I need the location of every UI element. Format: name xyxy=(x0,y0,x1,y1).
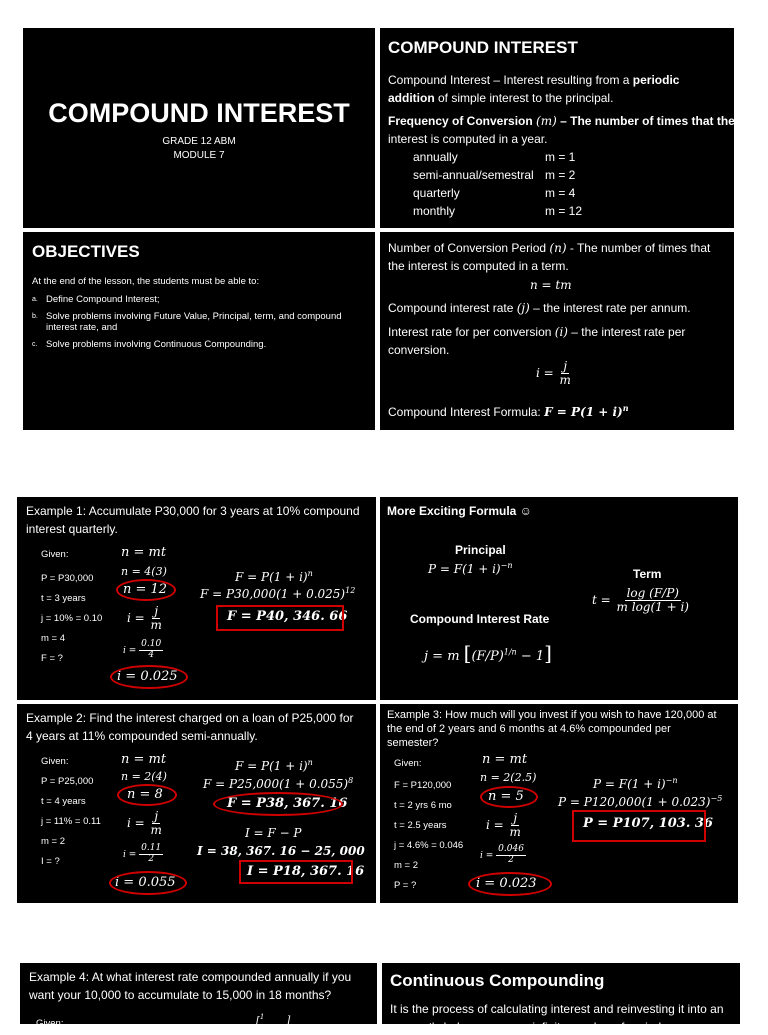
n-eq-1: n = mt xyxy=(121,752,167,767)
f-result: F = P38, 367. 16 xyxy=(227,796,348,811)
slide-definitions xyxy=(380,28,734,228)
f-eq-1 xyxy=(235,758,313,773)
i-lhs: i = xyxy=(486,818,504,833)
cir-label: Compound interest rate xyxy=(388,301,514,315)
given-list xyxy=(394,776,463,896)
term-lhs: t = xyxy=(592,593,611,608)
i-fraction xyxy=(149,810,164,837)
objective-text: Solve problems involving Continuous Compounding. xyxy=(46,339,267,350)
i-lhs: i = xyxy=(480,850,494,861)
given-item: P = P25,000 xyxy=(41,776,94,787)
slide-continuous xyxy=(382,963,740,1034)
more-formula-title: More Exciting Formula ☺ xyxy=(387,504,532,518)
objective-item xyxy=(32,339,342,350)
slide-example-2 xyxy=(17,704,376,903)
f-eq-2 xyxy=(203,776,353,791)
frequency-label: monthly xyxy=(413,204,456,218)
slide-more-formula xyxy=(380,497,738,700)
i-lhs: i = xyxy=(536,366,554,381)
n-eq-1: n = mt xyxy=(482,752,528,767)
n-eq-3: n = 12 xyxy=(123,582,168,597)
slide-rates xyxy=(380,232,734,430)
i-num: 0.10 xyxy=(141,639,162,649)
rate-mid: (F/P) xyxy=(471,649,504,664)
i-lhs: i = xyxy=(127,816,145,831)
interest-result: I = P18, 367. 16 xyxy=(247,864,365,879)
continuous-heading: Continuous Compounding xyxy=(390,971,605,990)
objective-text-cont: interest rate, and xyxy=(46,322,118,333)
objective-text: Solve problems involving Future Value, Principal, term, and compound xyxy=(46,311,342,322)
frequency-text: – The number of times that the xyxy=(556,114,735,128)
frequency-label: annually xyxy=(413,150,458,164)
given-item: t = 2 yrs 6 mo xyxy=(394,800,452,811)
p-eq-2 xyxy=(558,794,722,809)
frequency-line-2: interest is computed in a year. xyxy=(388,132,548,146)
objective-text: Define Compound Interest; xyxy=(46,294,160,305)
i-fraction xyxy=(508,812,523,839)
i-num: 0.11 xyxy=(141,843,162,853)
p-eq-2-text: P = P120,000(1 + 0.023) xyxy=(558,795,711,809)
principal-exp: −n xyxy=(500,561,513,570)
principal-formula-text: P = F(1 + i) xyxy=(428,562,501,576)
p-eq-1-text: P = F(1 + i) xyxy=(593,777,666,791)
example-1-title-2: interest quarterly. xyxy=(26,522,118,536)
frequency-value: m = 2 xyxy=(545,168,576,182)
i-num: j xyxy=(563,359,568,373)
n-eq-1: n = mt xyxy=(121,545,167,560)
frequency-value: m = 4 xyxy=(545,186,576,200)
given-item: m = 2 xyxy=(394,860,419,871)
irc-line-1 xyxy=(388,324,685,340)
i-eq-2 xyxy=(123,844,163,865)
cir-text: – the interest rate per annum. xyxy=(529,301,691,315)
formula-line xyxy=(388,400,629,420)
i-den: 2 xyxy=(508,854,514,865)
f-eq-2 xyxy=(200,586,355,601)
definition-line-1 xyxy=(388,72,679,88)
slide-title-heading: COMPOUND INTEREST xyxy=(48,98,350,128)
frequency-var: (m) xyxy=(536,114,557,128)
example-2-title-2: 4 years at 11% compounded semi-annually. xyxy=(26,729,258,743)
objectives-intro: At the end of the lesson, the students must be able to: xyxy=(32,276,260,287)
frequency-value: m = 12 xyxy=(545,204,583,218)
slide-objectives xyxy=(23,232,375,430)
objectives-list xyxy=(32,294,342,356)
i-fraction xyxy=(496,845,526,866)
grade-label: GRADE 12 ABM xyxy=(162,136,236,147)
rate-exp: 1/n xyxy=(503,647,517,657)
p-eq-1 xyxy=(593,776,677,791)
definition-bold-2: addition xyxy=(388,91,435,105)
interest-eq-1: I = F − P xyxy=(245,826,302,840)
given-label: Given: xyxy=(36,1018,64,1029)
i-eq-1 xyxy=(486,812,523,839)
p-eq-2-exp: −5 xyxy=(710,794,723,803)
i-result: i = 0.023 xyxy=(476,876,537,891)
continuous-text-1: It is the process of calculating interest and reinvesting it into an xyxy=(390,1002,724,1016)
i-result: i = 0.025 xyxy=(117,669,178,684)
example-4-title-2: want your 10,000 to accumulate to 15,000 in 18 months? xyxy=(29,988,332,1002)
i-den: 2 xyxy=(148,853,155,864)
f-eq-2-exp: 12 xyxy=(345,586,356,595)
given-item: t = 3 years xyxy=(41,593,86,604)
i-den: 4 xyxy=(148,649,155,660)
given-item: F = P120,000 xyxy=(394,780,452,791)
definition-tail: of simple interest to the principal. xyxy=(434,91,614,105)
objectives-heading: OBJECTIVES xyxy=(32,242,140,261)
example-4-title-1: Example 4: At what interest rate compounded annually if you xyxy=(29,970,352,984)
definition-bold: periodic xyxy=(632,73,680,87)
definition-text: – Interest resulting from a xyxy=(490,73,633,87)
objective-marker: c. xyxy=(32,341,38,348)
example-3-title-1: Example 3: How much will you invest if you wish to have 120,000 at xyxy=(387,709,717,721)
slide-title xyxy=(23,28,375,228)
i-num: j xyxy=(513,811,518,825)
frequency-value: m = 1 xyxy=(545,150,576,164)
objective-marker: a. xyxy=(32,296,38,303)
term-formula xyxy=(592,587,691,614)
irc-text: – the interest rate per xyxy=(567,325,686,339)
i-lhs: i = xyxy=(127,611,145,626)
f-eq-1-exp: n xyxy=(307,758,313,767)
n-eq-3: n = 5 xyxy=(488,789,524,804)
i-num: j xyxy=(154,809,159,823)
i-fraction xyxy=(149,605,164,632)
slide-example-4 xyxy=(20,963,377,1029)
i-den: m xyxy=(150,823,162,838)
given-item: P = P30,000 xyxy=(41,573,94,584)
rate-formula: j = m $[(F/P)^{1/n} - 1]$ xyxy=(424,641,552,665)
given-item: j = 11% = 0.11 xyxy=(41,816,101,827)
f-eq-2-text: F = P30,000(1 + 0.025) xyxy=(200,587,346,601)
given-item: m = 2 xyxy=(41,836,66,847)
ncp-var: (n) xyxy=(549,241,567,255)
interest-eq-2: I = 38, 367. 16 − 25, 000 xyxy=(197,844,365,858)
irc-var: (i) xyxy=(554,325,568,339)
slide-example-3 xyxy=(380,704,738,903)
module-label: MODULE 7 xyxy=(173,150,225,161)
given-item: j = 4.6% = 0.046 xyxy=(394,840,464,851)
i-num: j xyxy=(154,604,159,618)
i-eq-1 xyxy=(127,810,164,837)
objective-item xyxy=(32,294,342,305)
frequency-term: Frequency of Conversion xyxy=(388,114,533,128)
example-1-title-1: Example 1: Accumulate P30,000 for 3 years at 10% compound xyxy=(26,504,360,518)
formula-main: F = P(1 + i) xyxy=(544,405,623,419)
formula-exp: n xyxy=(622,403,629,413)
given-list xyxy=(41,569,102,669)
p-eq-1-exp: −n xyxy=(665,776,678,785)
n-eq-2: n = 4(3) xyxy=(121,565,167,578)
f-eq-1 xyxy=(235,569,313,584)
cir-line xyxy=(388,300,691,316)
i-fraction xyxy=(139,844,163,865)
f-eq-2-text: F = P25,000(1 + 0.055) xyxy=(203,777,349,791)
given-list xyxy=(41,772,101,872)
example-2-title-1: Example 2: Find the interest charged on a loan of P25,000 for xyxy=(26,711,354,725)
frequency-row xyxy=(413,149,582,167)
given-item: t = 2.5 years xyxy=(394,820,447,831)
n-eq-2: n = 2(2.5) xyxy=(480,771,537,784)
n-eq-2: n = 2(4) xyxy=(121,770,167,783)
bracket-exp: 1 xyxy=(259,1013,265,1021)
principal-formula xyxy=(428,561,512,576)
term-den: m log(1 + i) xyxy=(616,600,689,615)
f-eq-1-exp: n xyxy=(307,569,313,578)
irc-line-2: conversion. xyxy=(388,343,450,357)
frequency-label: semi-annual/semestral xyxy=(413,168,534,182)
i-eq-2 xyxy=(123,640,163,661)
frequency-table xyxy=(413,149,582,221)
ncp-text: - The number of times that xyxy=(566,241,711,255)
n-eq-3: n = 8 xyxy=(127,787,163,802)
continuous-text-2: account's balance over an infinite number of periods. xyxy=(390,1020,671,1034)
f-eq-2-exp: 8 xyxy=(348,776,354,785)
f-eq-1-text: F = P(1 + i) xyxy=(235,570,308,584)
given-item: t = 4 years xyxy=(41,796,86,807)
i-lhs: i = xyxy=(123,849,137,860)
given-item: F = ? xyxy=(41,653,63,664)
i-num: 0.046 xyxy=(498,844,524,854)
principal-label: Principal xyxy=(455,543,506,557)
i-den: m xyxy=(150,618,162,633)
ncp-line-1 xyxy=(388,240,710,256)
definition-line-2 xyxy=(388,90,613,106)
slide-example-1 xyxy=(17,497,376,700)
bracket-fragment: [$^1$ ] xyxy=(256,1013,291,1027)
i-eq-1 xyxy=(127,605,164,632)
i-eq-2 xyxy=(480,845,526,866)
term-label: Term xyxy=(633,567,662,581)
ncp-formula: n = tm xyxy=(530,278,572,292)
given-item: I = ? xyxy=(41,856,60,867)
given-item: m = 4 xyxy=(41,633,66,644)
frequency-line-1 xyxy=(388,113,735,129)
given-label: Given: xyxy=(41,549,69,560)
i-formula xyxy=(536,360,573,387)
f-eq-1-text: F = P(1 + i) xyxy=(235,759,308,773)
given-label: Given: xyxy=(394,758,422,769)
irc-label: Interest rate for per conversion xyxy=(388,325,552,339)
i-fraction xyxy=(558,360,573,387)
i-fraction xyxy=(139,640,163,661)
frequency-row xyxy=(413,167,582,185)
i-den: m xyxy=(509,825,521,840)
i-result: i = 0.055 xyxy=(115,875,176,890)
ncp-label: Number of Conversion Period xyxy=(388,241,547,255)
example-3-title-3: semester? xyxy=(387,737,439,749)
given-item: j = 10% = 0.10 xyxy=(41,613,103,624)
rate-lhs: j = m xyxy=(424,649,460,664)
i-den: m xyxy=(559,373,571,388)
f-result: F = P40, 346. 66 xyxy=(227,609,348,624)
slide-heading: COMPOUND INTEREST xyxy=(388,38,578,57)
ncp-line-2: the interest is computed in a term. xyxy=(388,259,569,273)
frequency-row xyxy=(413,185,582,203)
rate-label: Compound Interest Rate xyxy=(410,612,550,626)
cir-var: (j) xyxy=(516,301,530,315)
objective-marker: b. xyxy=(32,313,38,320)
frequency-row xyxy=(413,203,582,221)
formula-label: Compound Interest Formula: xyxy=(388,405,541,419)
i-lhs: i = xyxy=(123,645,137,656)
rate-tail: − 1 xyxy=(520,649,545,664)
objective-item xyxy=(32,311,342,333)
term-fraction xyxy=(615,587,691,614)
term-num: log (F/P) xyxy=(626,586,679,600)
definition-term: Compound Interest xyxy=(388,73,491,87)
given-item: P = ? xyxy=(394,880,417,891)
p-result: P = P107, 103. 36 xyxy=(583,816,713,831)
given-label: Given: xyxy=(41,756,69,767)
frequency-label: quarterly xyxy=(413,186,460,200)
example-3-title-2: the end of 2 years and 6 months at 4.6% compounded per xyxy=(387,723,671,735)
